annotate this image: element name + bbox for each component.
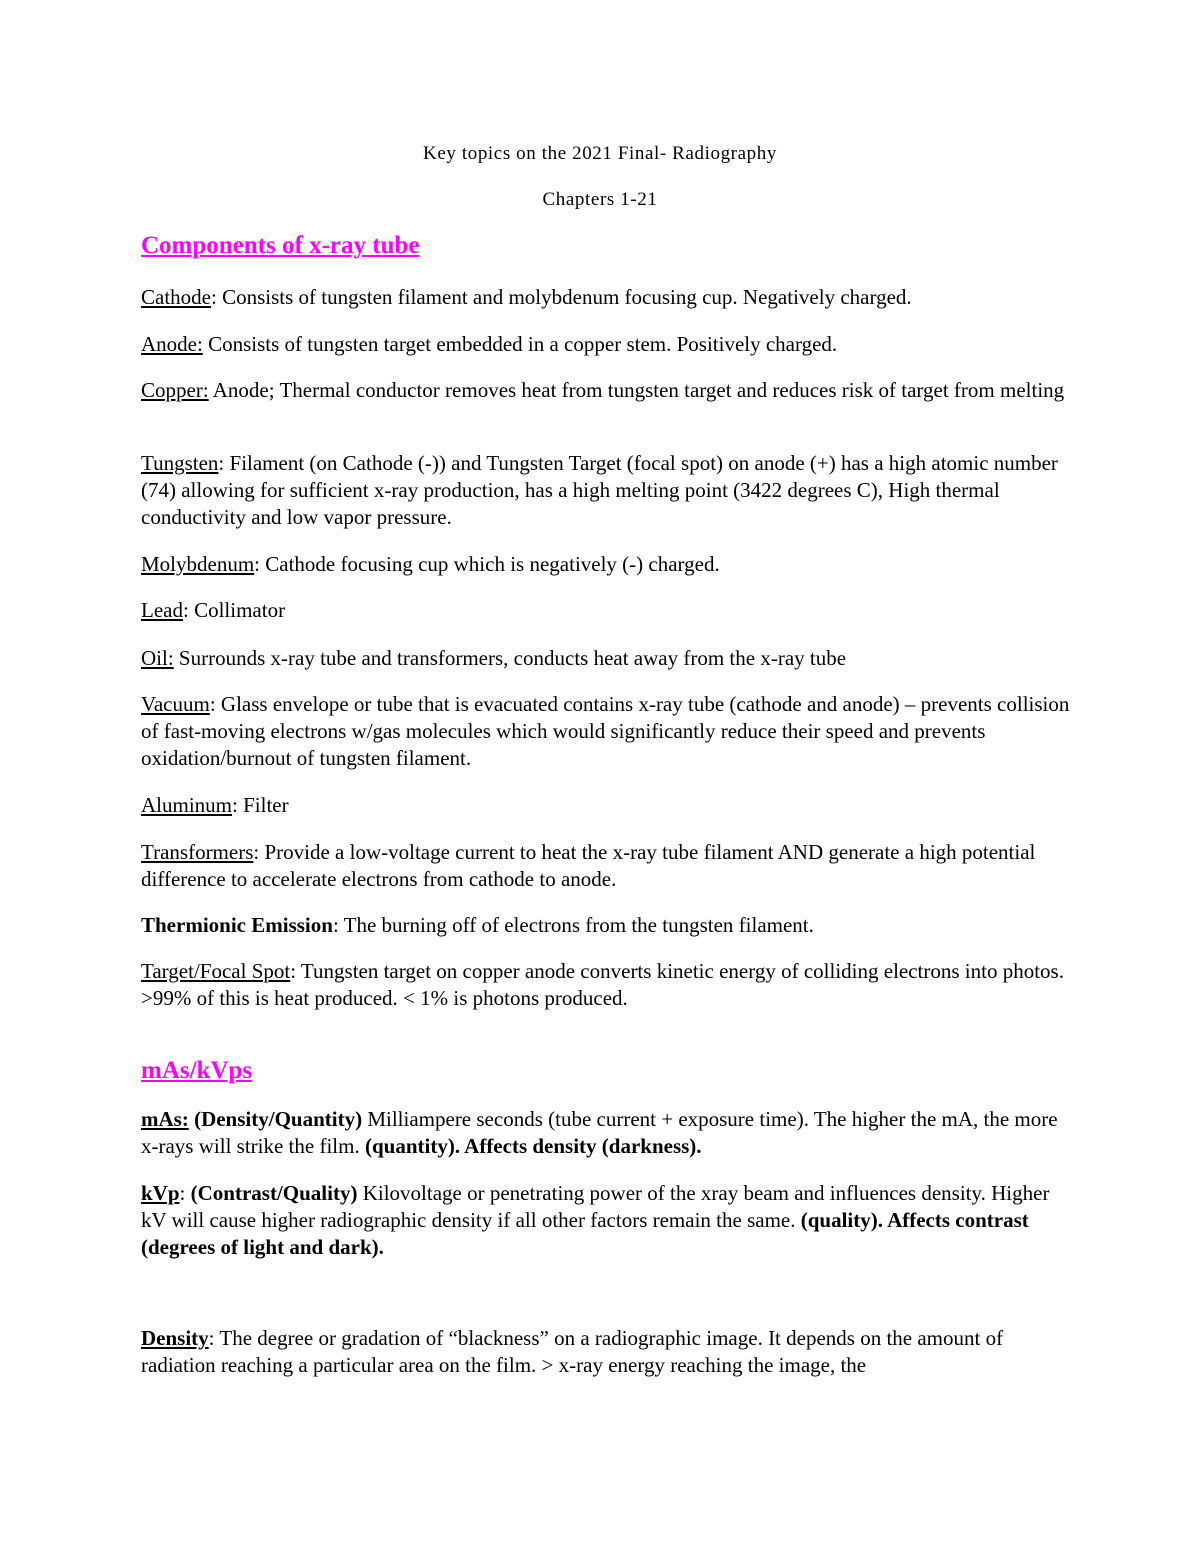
term-label: Tungsten	[141, 451, 219, 475]
definition-text: Consists of tungsten target embedded in a copper stem. Positively charged.	[202, 332, 838, 356]
definition-text: The degree or gradation of “blackness” on a radiographic image. It depends on the amount of radiation reaching a particular area on the film. > x-ray energy reaching the image, the	[141, 1326, 1004, 1377]
document-subtitle: Chapters 1-21	[542, 189, 658, 210]
section-heading-components: Components of x-ray tube	[141, 232, 420, 259]
definition-text: Filament (on Cathode (-)) and Tungsten Target (focal spot) on anode (+) has a high atomic number (74) allowing for sufficient x-ray production, has a high melting point (3422 degrees C), High thermal conductivity and low vapor pressure.	[141, 451, 1058, 529]
term-label: Anode:	[141, 332, 203, 356]
item-density: Density: The degree or gradation of “blackness” on a radiographic image. It depends on the amount of radiation reaching a particular area on the film. > x-ray energy reaching the image, the	[141, 1326, 1004, 1377]
definition-text: Surrounds x-ray tube and transformers, conducts heat away from the x-ray tube	[173, 646, 847, 670]
item-vacuum: Vacuum: Glass envelope or tube that is evacuated contains x-ray tube (cathode and anode) – prevents collision of fast-moving electrons w/gas molecules which would significantly reduce their speed and prevents oxidation/burnout of tungsten filament.	[141, 692, 1070, 770]
term-label: Oil:	[141, 646, 174, 670]
term-label: Target/Focal Spot	[141, 959, 291, 983]
item-molybdenum: Molybdenum: Cathode focusing cup which is negatively (-) charged.	[141, 552, 720, 576]
definition-text: Milliampere seconds (tube current + exposure time). The higher the mA, the more x-rays will strike the film.	[141, 1107, 1058, 1158]
term-label: Transformers	[141, 840, 254, 864]
definition-text: Kilovoltage or penetrating power of the xray beam and influences density. Higher kV will cause higher radiographic density if all other factors remain the same.	[141, 1181, 1050, 1232]
term-label: Cathode	[141, 285, 211, 309]
item-aluminum: Aluminum: Filter	[141, 793, 289, 817]
item-tungsten: Tungsten: Filament (on Cathode (-)) and Tungsten Target (focal spot) on anode (+) has a high atomic number (74) allowing for sufficient x-ray production, has a high melting point (3422 degrees C), High thermal conductivity and low vapor pressure.	[141, 451, 1058, 529]
item-copper	[141, 377, 1071, 404]
definition-text: Glass envelope or tube that is evacuated contains x-ray tube (cathode and anode) – prevents collision of fast-moving electrons w/gas molecules which would significantly reduce their speed and prevents oxidation/burnout of tungsten filament.	[141, 692, 1070, 770]
definition-text: Filter	[237, 793, 289, 817]
definition-text: The burning off of electrons from the tungsten filament.	[338, 913, 814, 937]
bold-summary: (quality). Affects contrast (degrees of light and dark).	[141, 1208, 1029, 1259]
item-anode	[141, 331, 1071, 358]
item-target-focal-spot: Target/Focal Spot: Tungsten target on copper anode converts kinetic energy of colliding electrons into photos. >99% of this is heat produced. < 1% is photons produced.	[141, 959, 1064, 1010]
definition-text: Provide a low-voltage current to heat the x-ray tube filament AND generate a high potential difference to accelerate electrons from cathode to anode.	[141, 840, 1036, 891]
section-heading-mas-kvps: mAs/kVps	[141, 1057, 253, 1084]
term-label: Lead	[141, 598, 183, 622]
item-lead: Lead: Collimator	[141, 598, 286, 622]
item-transformers: Transformers: Provide a low-voltage current to heat the x-ray tube filament AND generate a high potential difference to accelerate electrons from cathode to anode.	[141, 840, 1036, 891]
definition-text: Cathode focusing cup which is negatively (-) charged.	[260, 552, 720, 576]
bold-label: (Contrast/Quality)	[190, 1181, 358, 1205]
definition-text: Consists of tungsten filament and molybdenum focusing cup. Negatively charged.	[216, 285, 912, 309]
term-label: Thermionic Emission	[141, 913, 333, 937]
item-mas	[141, 1106, 1071, 1160]
definition-text: Tungsten target on copper anode converts kinetic energy of colliding electrons into photos. >99% of this is heat produced. < 1% is photons produced.	[141, 959, 1064, 1010]
item-thermionic-emission: Thermionic Emission: The burning off of electrons from the tungsten filament.	[141, 913, 814, 937]
bold-summary: (quantity). Affects density (darkness).	[364, 1134, 702, 1158]
item-cathode: Cathode: Consists of tungsten filament and molybdenum focusing cup. Negatively charged.	[141, 285, 912, 309]
term-label: Molybdenum	[141, 552, 255, 576]
term-label: kVp	[141, 1181, 180, 1205]
document-title: Key topics on the 2021 Final- Radiography	[423, 143, 777, 164]
item-kvp: kVp: (Contrast/Quality) Kilovoltage or penetrating power of the xray beam and influences density. Higher kV will cause higher radiographic density if all other factors remain the same. (quality). Affects contrast (degrees of light and dark).	[141, 1181, 1050, 1259]
term-label: mAs:	[141, 1107, 189, 1131]
term-label: Vacuum	[141, 692, 210, 716]
definition-text: Collimator	[188, 598, 286, 622]
term-label: Density	[141, 1326, 209, 1350]
bold-label: (Density/Quantity)	[188, 1107, 363, 1131]
term-label: Copper:	[141, 378, 209, 402]
item-oil	[141, 645, 1071, 672]
definition-text: Anode; Thermal conductor removes heat from tungsten target and reduces risk of target from melting	[208, 378, 1065, 402]
term-label: Aluminum	[141, 793, 233, 817]
